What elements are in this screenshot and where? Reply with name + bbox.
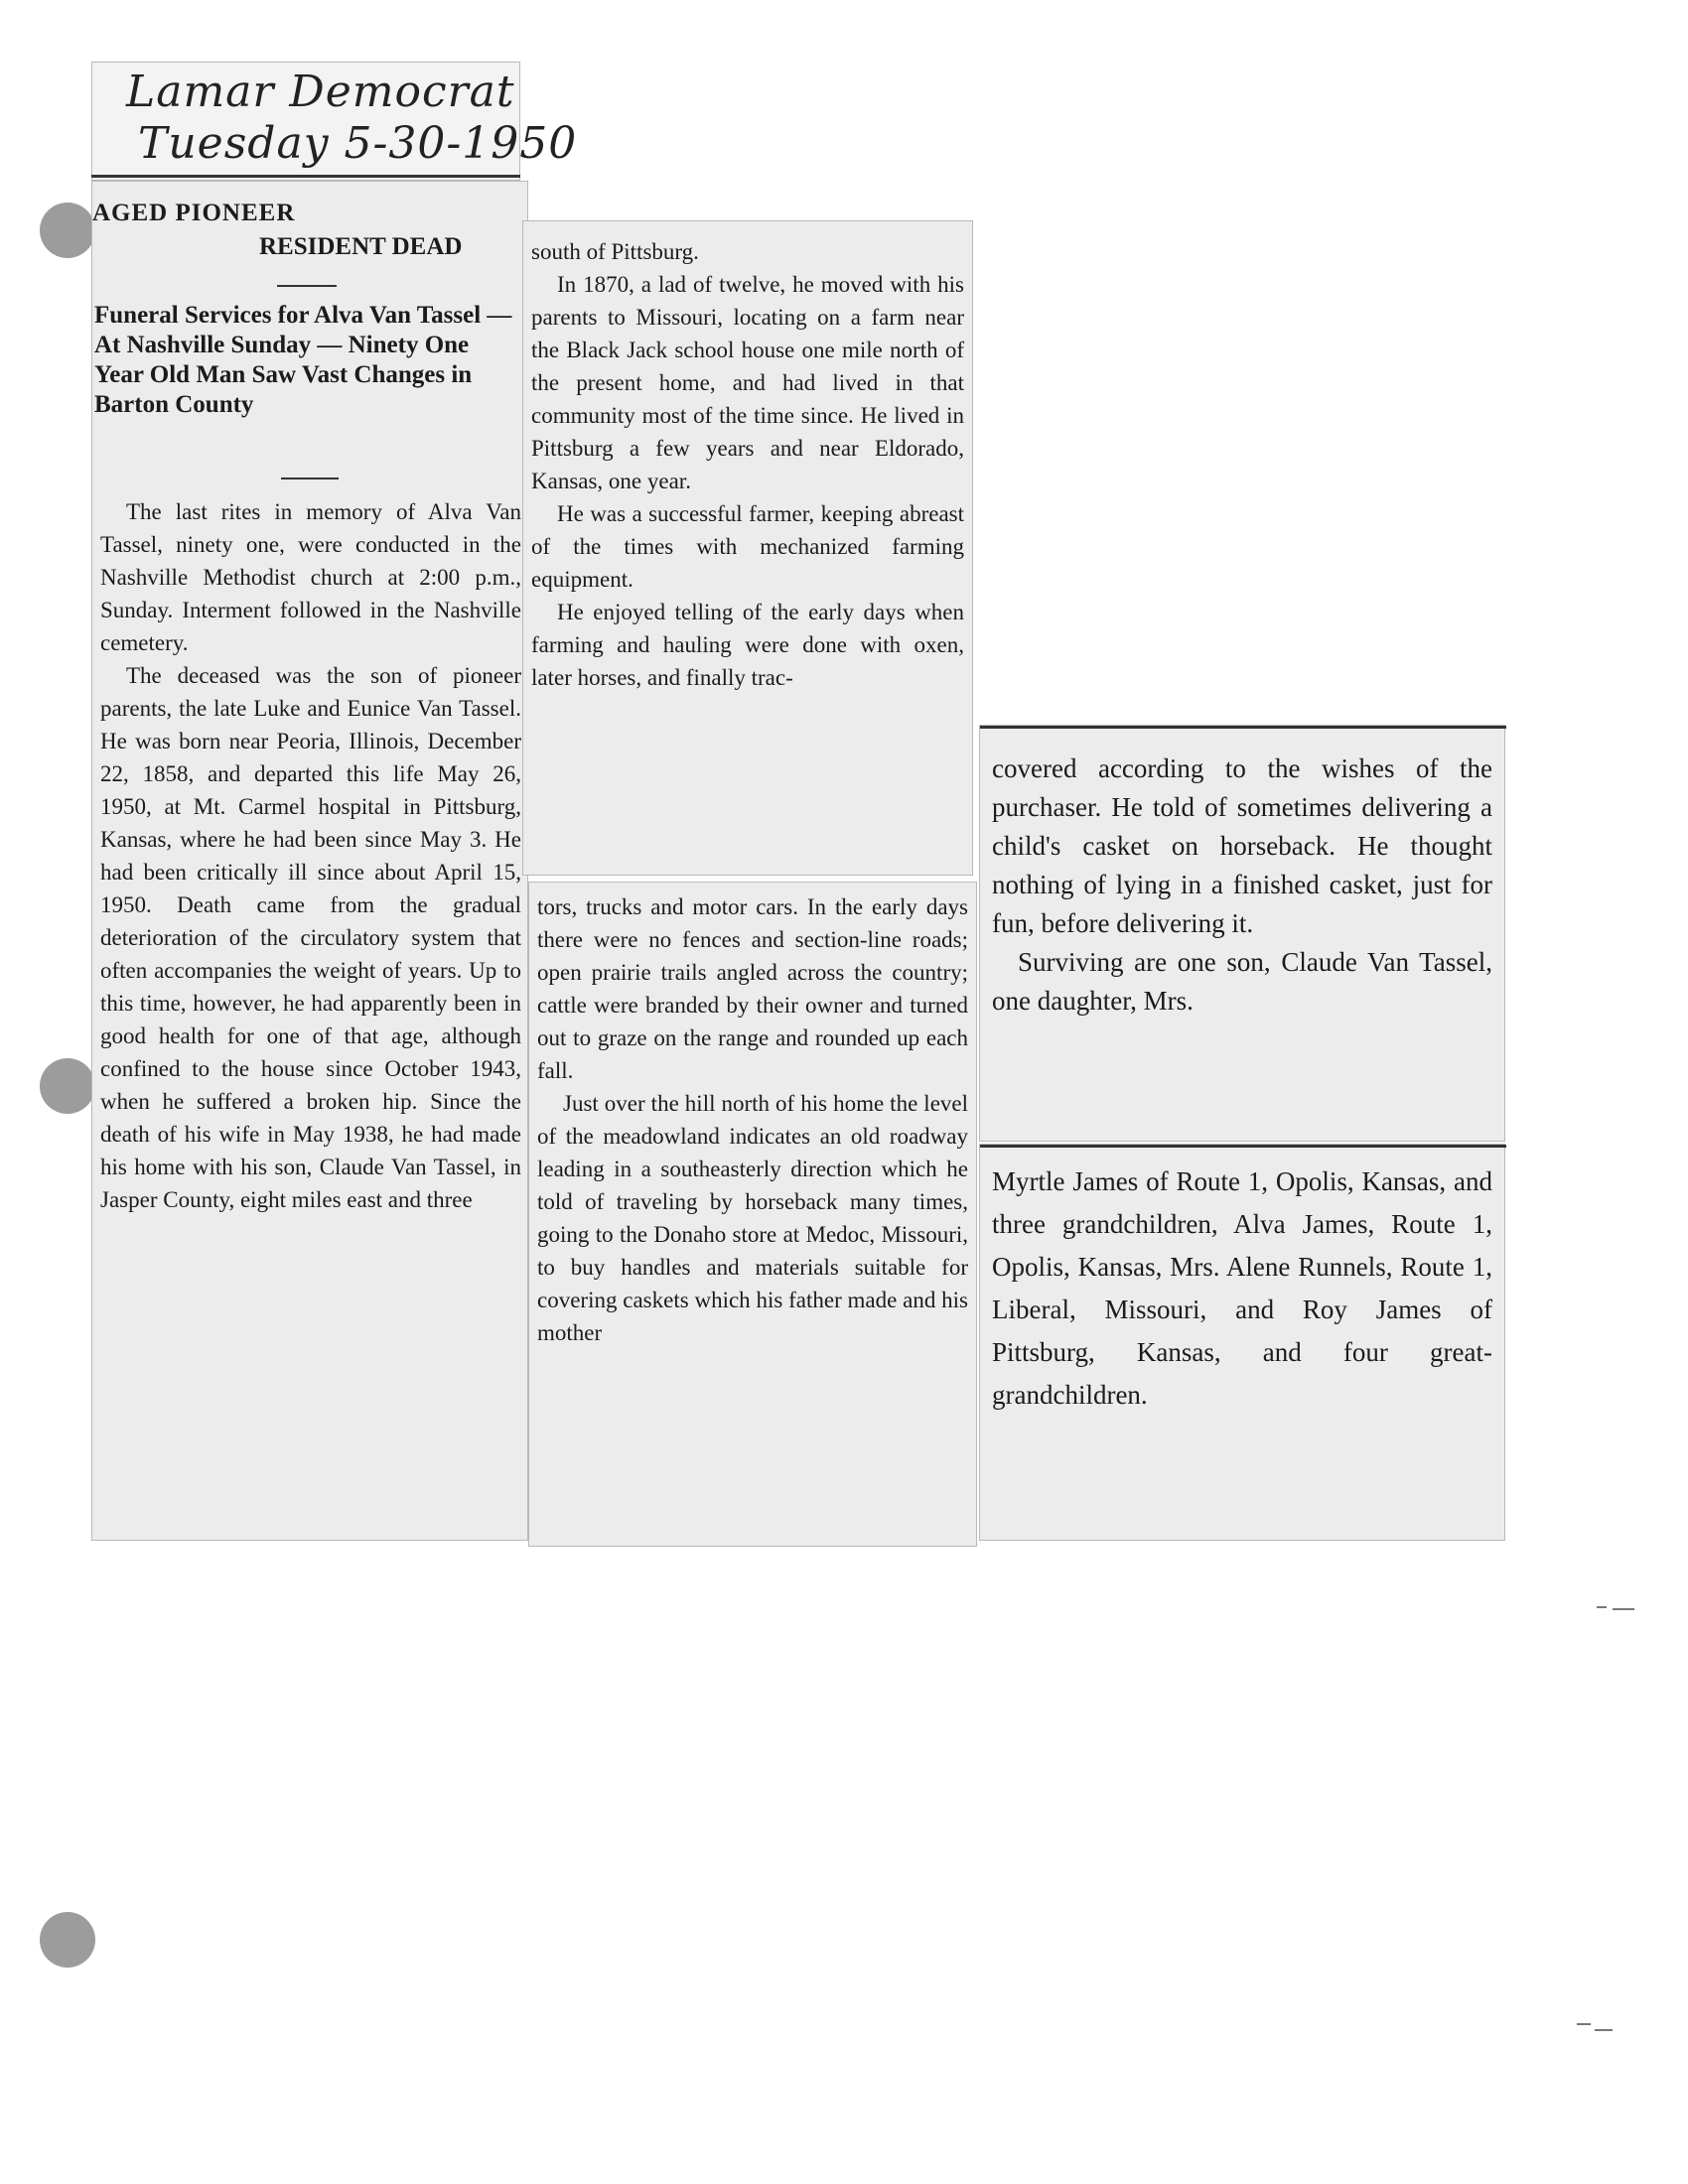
- subheadline-deck: Funeral Services for Alva Van Tassel — At Nashville Sunday — Ninety One Year Old Man Saw Vast Changes in Barton County: [94, 302, 512, 418]
- handwritten-date: Tuesday 5-30-1950: [138, 118, 578, 169]
- column-divider-rule: [980, 1145, 1506, 1148]
- paragraph: In 1870, a lad of twelve, he moved with his parents to Missouri, locating on a farm near the Black Jack school house one mile north of the present home, and had lived in that community most of the time since. He lived in Pittsburg a few years and near Eldorado, Kansas, one year.: [531, 272, 964, 493]
- paragraph: The last rites in memory of Alva Van Tassel, ninety one, were conducted in the Nashville Methodist church at 2:00 p.m., Sunday. Interment followed in the Nashville cemetery.: [100, 499, 521, 655]
- article-column-3-upper: [979, 725, 1505, 1142]
- paragraph: tors, trucks and motor cars. In the early days there were no fences and section-line roads; open prairie trails angled across the country; cattle were branded by their owner and turned out to graze on the range and rounded up each fall.: [537, 894, 968, 1083]
- margin-mark: [1613, 1608, 1634, 1610]
- margin-mark: [1595, 2029, 1613, 2031]
- margin-mark: [1577, 2023, 1591, 2025]
- column-top-rule: [980, 726, 1506, 729]
- article-column-1: [91, 181, 528, 1541]
- paragraph: Surviving are one son, Claude Van Tassel, one daughter, Mrs.: [992, 947, 1492, 1016]
- paragraph: Just over the hill north of his home the level of the meadowland indicates an old roadway leading in a southeasterly direction which he told of traveling by horseback many times, going to the Donaho store at Medoc, Missouri, to buy handles and materials suitable for covering caskets which his father made and his mother: [537, 1091, 968, 1345]
- article-column-3-lower: [979, 1144, 1505, 1541]
- deck-rule: [281, 478, 339, 479]
- handwritten-newspaper-name: Lamar Democrat: [126, 67, 515, 117]
- paragraph: The deceased was the son of pioneer parents, the late Luke and Eunice Van Tassel. He was born near Peoria, Illinois, December 22, 1858, and departed this life May 26, 1950, at Mt. Carmel hospital in Pittsburg, Kansas, where he had been since May 3. He had been critically ill since about April 15, 1950. Death came from the gradual deterioration of the circulatory system that often accompanies the weight of years. Up to this time, however, he had apparently been in good health for one of that age, although confined to the house since October 1943, when he suffered a broken hip. Since the death of his wife in May 1938, he had made his home with his son, Claude Van Tassel, in Jasper County, eight miles east and three: [100, 663, 521, 1212]
- headline-rule: [277, 285, 337, 287]
- paragraph: south of Pittsburg.: [531, 239, 699, 264]
- article-column-2-upper: [522, 220, 973, 876]
- binder-hole: [40, 1058, 95, 1114]
- margin-mark: [1597, 1606, 1607, 1608]
- binder-hole: [40, 203, 95, 258]
- binder-hole: [40, 1912, 95, 1968]
- handwritten-label-area: [91, 62, 578, 181]
- paragraph: He enjoyed telling of the early days when farming and hauling were done with oxen, later horses, and finally trac-: [531, 600, 964, 690]
- paragraph: He was a successful farmer, keeping abreast of the times with mechanized farming equipment.: [531, 501, 964, 592]
- top-rule: [91, 175, 520, 178]
- headline-line-1: AGED PIONEER: [92, 200, 296, 226]
- headline-line-2: RESIDENT DEAD: [259, 233, 463, 260]
- paragraph: Myrtle James of Route 1, Opolis, Kansas, and three grandchildren, Alva James, Route 1, Opolis, Kansas, Mrs. Alene Runnels, Route 1, Liberal, Missouri, and Roy James of Pittsburg, Kansas, and four great-grandchildren.: [992, 1166, 1492, 1410]
- article-column-2-lower: [528, 882, 977, 1547]
- paragraph: covered according to the wishes of the purchaser. He told of sometimes delivering a child's casket on horseback. He thought nothing of lying in a finished casket, just for fun, before delivering it.: [992, 753, 1492, 938]
